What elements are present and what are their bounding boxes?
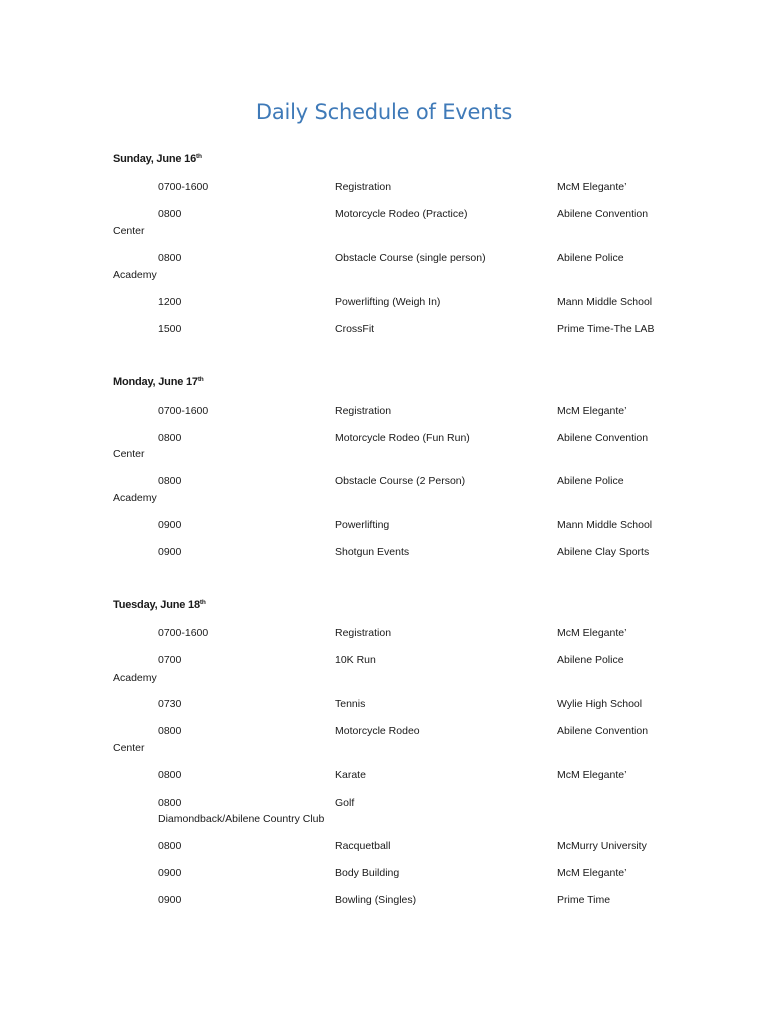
row-time: 1500	[158, 323, 182, 335]
row-time: 0900	[158, 519, 182, 531]
row-time: 0800	[158, 475, 182, 487]
row-time: 0700-1600	[158, 627, 209, 639]
row-event: Racquetball	[335, 840, 391, 852]
row-location: Abilene Convention	[557, 725, 649, 737]
row-location: Mann Middle School	[557, 519, 653, 531]
day-heading-tuesday: Tuesday, June 18th	[113, 599, 206, 611]
row-location-wrap: Academy	[113, 269, 157, 281]
row-location-wrap: Academy	[113, 492, 157, 504]
row-time: 0800	[158, 840, 182, 852]
row-location: Abilene Clay Sports	[557, 546, 650, 558]
row-location-wrap: Academy	[113, 672, 157, 684]
row-event: Obstacle Course (2 Person)	[335, 475, 466, 487]
page-title: Daily Schedule of Events	[255, 100, 513, 124]
row-time: 0800	[158, 432, 182, 444]
row-event: Powerlifting	[335, 519, 390, 531]
row-time: 0900	[158, 867, 182, 879]
row-location: McM Elegante’	[557, 627, 627, 639]
row-location: Abilene Convention	[557, 432, 649, 444]
row-location: McM Elegante’	[557, 405, 627, 417]
row-event: Tennis	[335, 698, 366, 710]
row-event: Body Building	[335, 867, 400, 879]
row-event: CrossFit	[335, 323, 375, 335]
row-event: Shotgun Events	[335, 546, 410, 558]
row-location: Prime Time-The LAB	[557, 323, 655, 335]
row-event: Karate	[335, 769, 366, 781]
row-time: 0730	[158, 698, 182, 710]
row-location-wrap: Center	[113, 742, 145, 754]
day-heading-monday: Monday, June 17th	[113, 376, 204, 388]
row-time: 0800	[158, 725, 182, 737]
row-location: McM Elegante’	[557, 181, 627, 193]
row-event: Golf	[335, 797, 355, 809]
row-location-wrap: Center	[113, 225, 145, 237]
row-event: Motorcycle Rodeo (Fun Run)	[335, 432, 470, 444]
row-location: Abilene Convention	[557, 208, 649, 220]
row-event: 10K Run	[335, 654, 376, 666]
row-event: Registration	[335, 627, 392, 639]
row-location-wrap: Diamondback/Abilene Country Club	[158, 813, 325, 825]
row-time: 0700-1600	[158, 181, 209, 193]
row-location: Abilene Police	[557, 475, 624, 487]
row-time: 0800	[158, 252, 182, 264]
day-heading-sunday: Sunday, June 16th	[113, 153, 202, 165]
row-time: 0700	[158, 654, 182, 666]
row-time: 0800	[158, 797, 182, 809]
row-event: Powerlifting (Weigh In)	[335, 296, 441, 308]
row-event: Registration	[335, 181, 392, 193]
row-time: 1200	[158, 296, 182, 308]
row-time: 0700-1600	[158, 405, 209, 417]
row-location: Wylie High School	[557, 698, 643, 710]
row-time: 0800	[158, 769, 182, 781]
row-location: Mann Middle School	[557, 296, 653, 308]
row-time: 0900	[158, 894, 182, 906]
row-event: Registration	[335, 405, 392, 417]
row-location: Abilene Police	[557, 654, 624, 666]
row-event: Motorcycle Rodeo	[335, 725, 420, 737]
row-event: Obstacle Course (single person)	[335, 252, 486, 264]
row-event: Bowling (Singles)	[335, 894, 417, 906]
row-location: McM Elegante’	[557, 867, 627, 879]
row-location: Prime Time	[557, 894, 611, 906]
row-location: McMurry University	[557, 840, 647, 852]
row-location: McM Elegante’	[557, 769, 627, 781]
row-location-wrap: Center	[113, 448, 145, 460]
row-location: Abilene Police	[557, 252, 624, 264]
row-time: 0900	[158, 546, 182, 558]
row-time: 0800	[158, 208, 182, 220]
row-event: Motorcycle Rodeo (Practice)	[335, 208, 468, 220]
